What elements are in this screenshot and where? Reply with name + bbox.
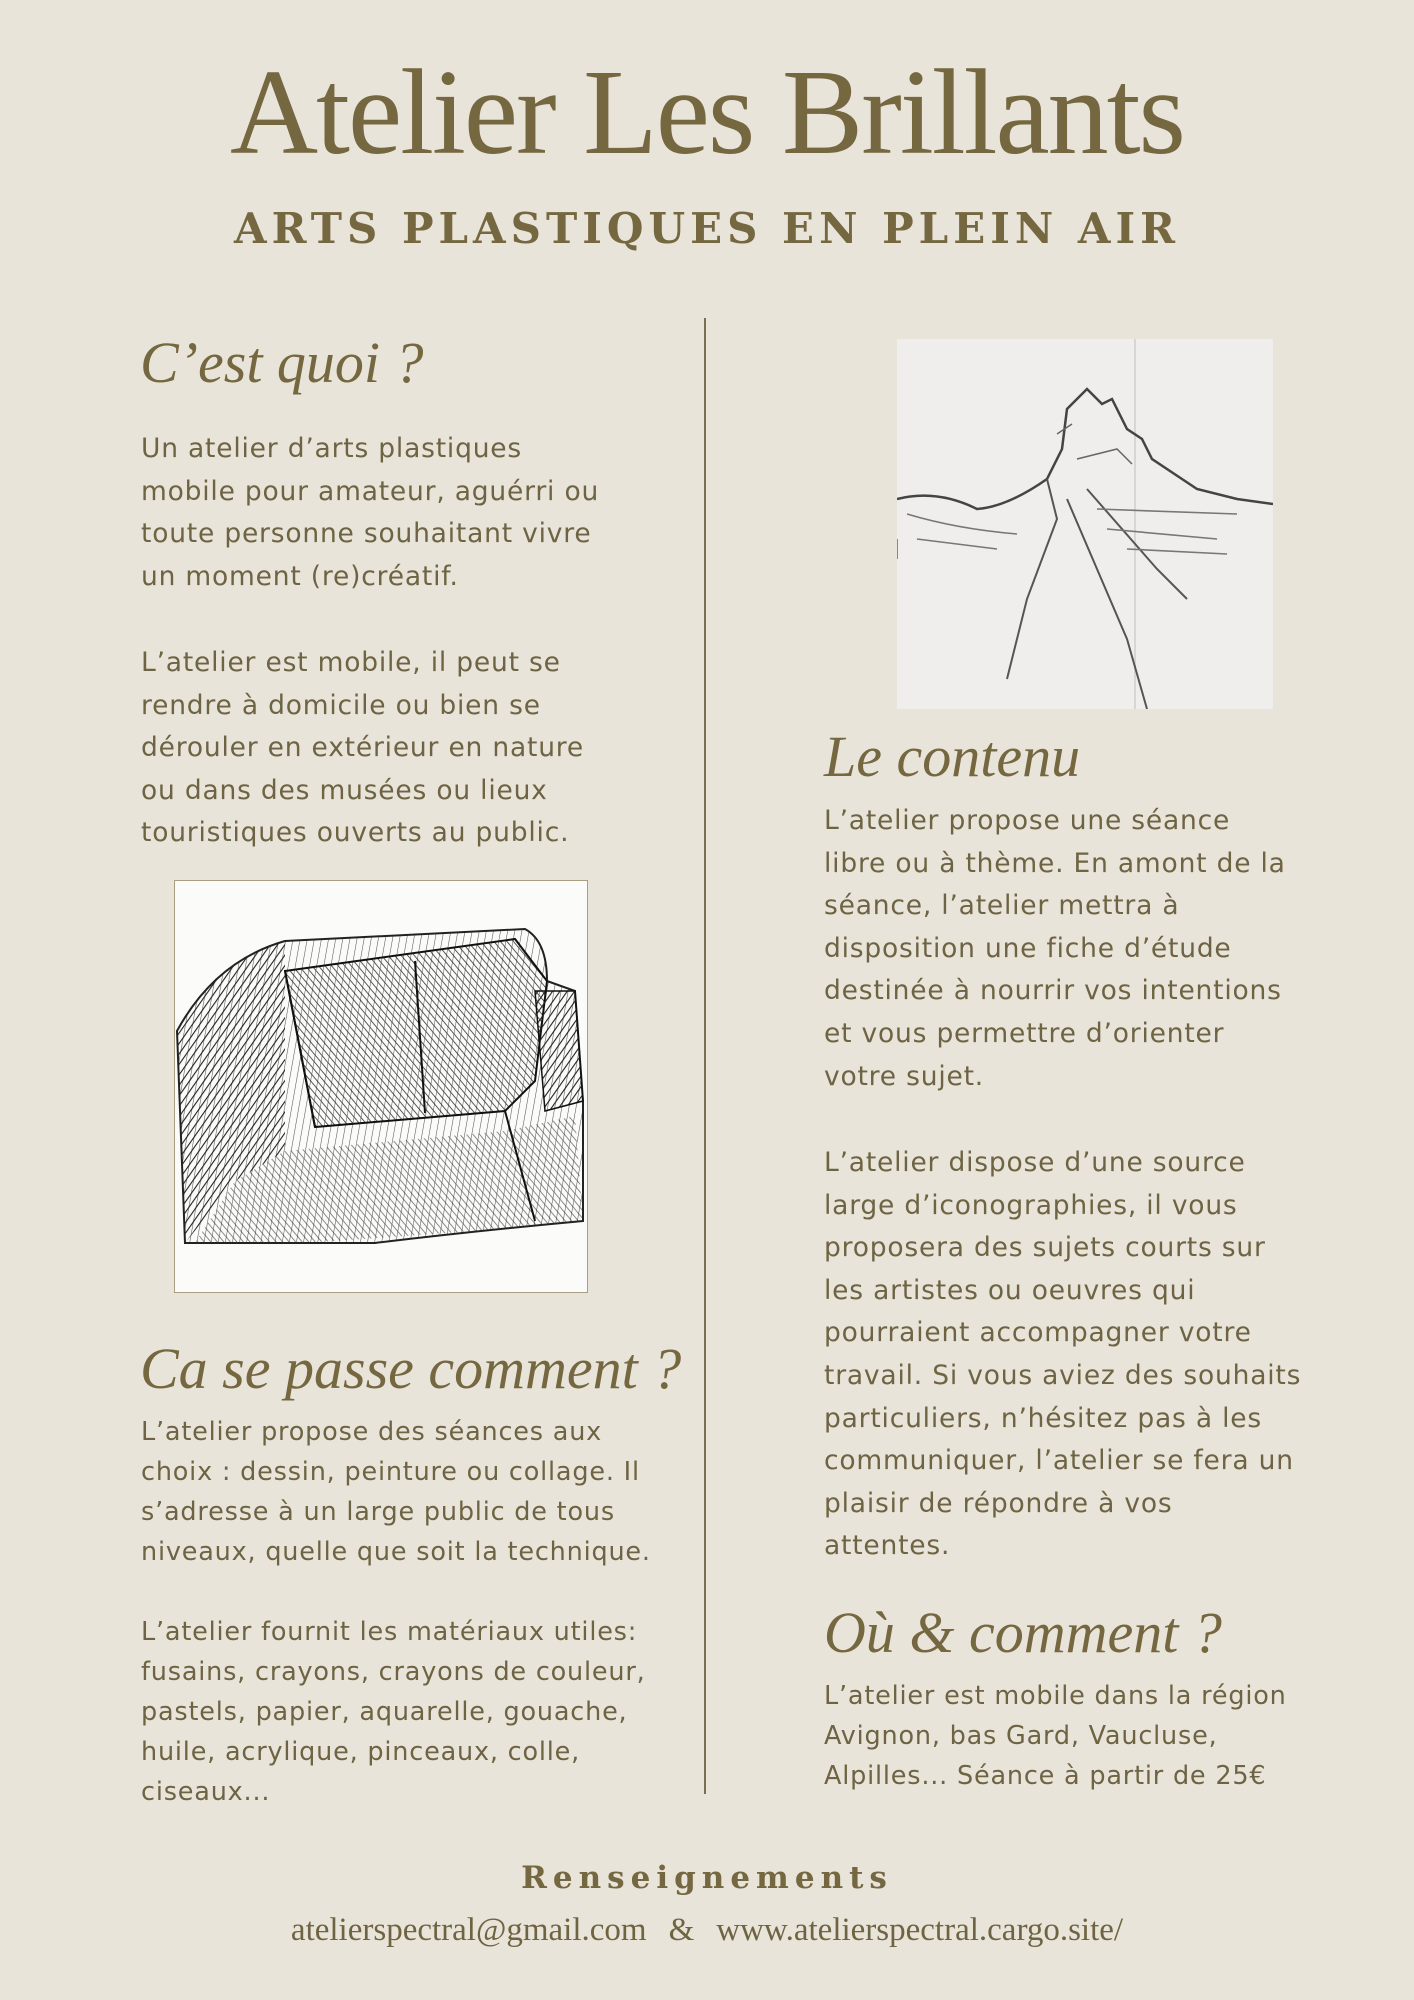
section-ou-paragraph: L’atelier est mobile dans la région Avignon, bas Gard, Vaucluse, Alpilles... Séance à partir de 25€ (824, 1681, 1287, 1791)
website-link[interactable]: www.atelierspectral.cargo.site/ (716, 1912, 1124, 1948)
section-heading-quoi: C’est quoi ? (140, 330, 424, 395)
contact-line (0, 1912, 1414, 1949)
section-contenu-paragraph-1: L’atelier propose une séance libre ou à thème. En amont de la séance, l’atelier mettra à disposition une fiche d’étude destinée à nourrir vos intentions et vous permettre d’orienter votre sujet. (824, 805, 1286, 1092)
rock-drawing-image (174, 880, 588, 1293)
page-subtitle: ARTS PLASTIQUES EN PLEIN AIR (233, 204, 1181, 253)
section-contenu-paragraph-2: L’atelier dispose d’une source large d’iconographies, il vous proposera des sujets courts sur les artistes ou oeuvres qui pourraient accompagner votre travail. Si vous aviez des souhaits particuliers, n’hésitez pas à les communiquer, l’atelier se fera un plaisir de répondre à vos attentes. (824, 1147, 1302, 1562)
section-quoi-paragraph-2: L’atelier est mobile, il peut se rendre à domicile ou bien se dérouler en extérieur en nature ou dans des musées ou lieux touristiques ouverts au public. (141, 647, 585, 849)
section-comment-paragraph-2: L’atelier fournit les matériaux utiles: fusains, crayons, crayons de couleur, pastels, papier, aquarelle, gouache, huile, acrylique, pinceaux, colle, ciseaux... (141, 1617, 646, 1807)
contact-separator: & (668, 1912, 695, 1948)
section-heading-ou: Où & comment ? (824, 1600, 1222, 1665)
page-title: Atelier Les Brillants (229, 45, 1185, 180)
email-link[interactable]: atelierspectral@gmail.com (290, 1912, 647, 1948)
section-quoi-paragraph-1: Un atelier d’arts plastiques mobile pour amateur, aguérri ou toute personne souhaitant vivre un moment (re)créatif. (141, 433, 600, 592)
contact-heading: Renseignements (521, 1860, 893, 1896)
section-heading-comment: Ca se passe comment ? (140, 1336, 682, 1401)
section-heading-contenu: Le contenu (824, 724, 1081, 789)
column-divider (704, 318, 706, 1794)
mountain-sketch-image (897, 339, 1273, 709)
section-comment-paragraph-1: L’atelier propose des séances aux choix : dessin, peinture ou collage. Il s’adresse à un large public de tous niveaux, quelle que soit la technique. (141, 1417, 651, 1567)
